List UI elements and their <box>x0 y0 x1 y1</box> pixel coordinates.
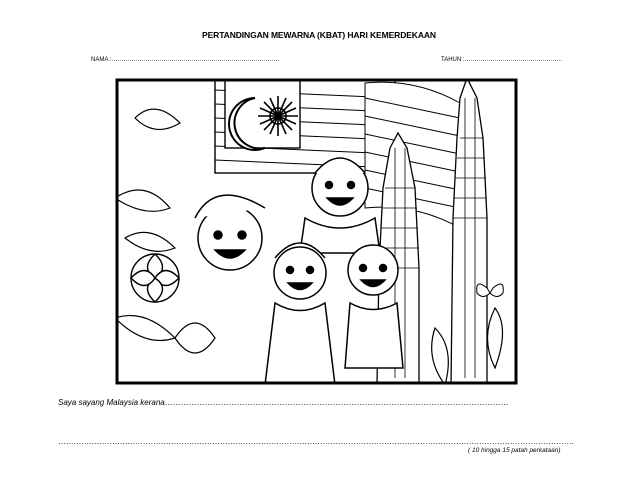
year-label: TAHUN : <box>441 57 465 63</box>
merdeka-coloring-scene-icon <box>115 78 518 385</box>
name-field <box>91 57 279 63</box>
writing-line: ………………………………………………………………………………………………………………………………………………………………………………… <box>58 437 574 446</box>
year-field <box>441 57 562 63</box>
coloring-artwork <box>115 78 518 385</box>
name-label: NAMA : <box>91 57 112 63</box>
page-title: PERTANDINGAN MEWARNA (KBAT) HARI KEMERDEKAAN <box>202 30 436 40</box>
writing-prompt: Saya sayang Malaysia kerana………………………………………………………………………………………………………………… <box>58 398 509 407</box>
word-limit-note: ( 10 hingga 15 patah perkataan) <box>468 447 561 454</box>
name-blank: ………………………………………………………………………… <box>111 57 280 63</box>
year-blank: …………………………………………. <box>464 57 563 63</box>
